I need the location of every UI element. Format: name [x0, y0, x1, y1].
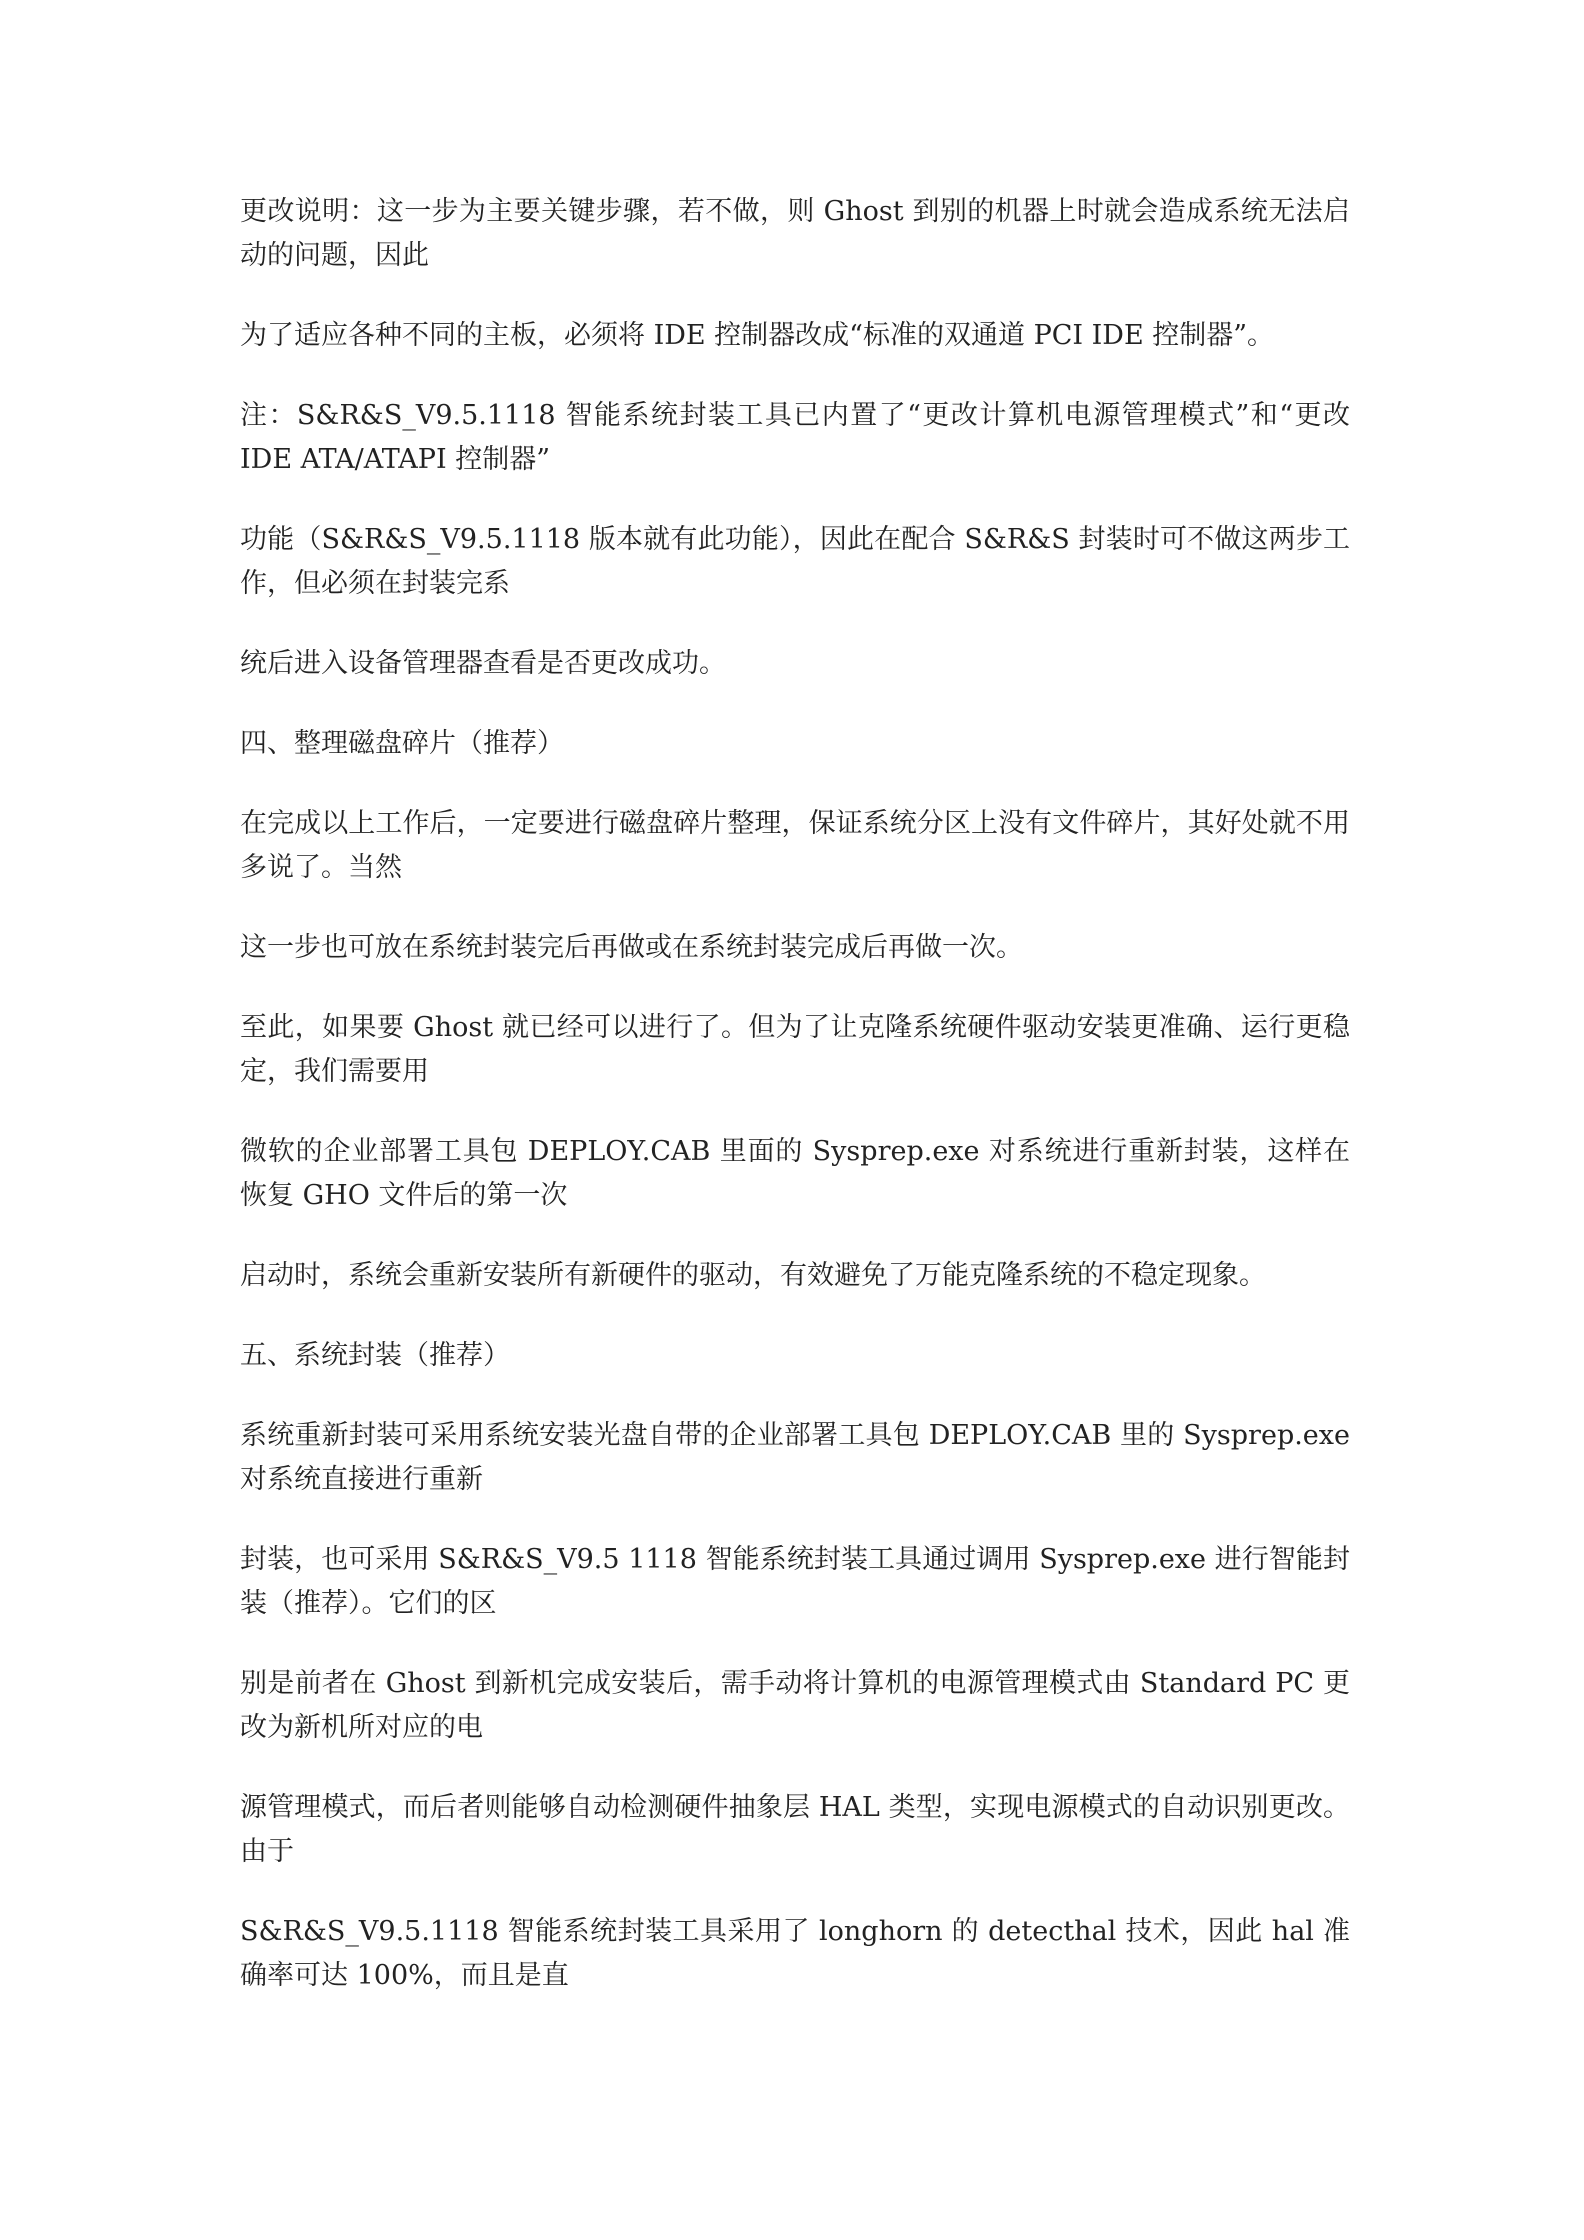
- paragraph-note-tool: 注：S&R&S_V9.5.1118 智能系统封装工具已内置了“更改计算机电源管理模式”和“更改 IDE ATA/ATAPI 控制器”: [240, 400, 1350, 475]
- paragraph-hal-detect: 源管理模式，而后者则能够自动检测硬件抽象层 HAL 类型，实现电源模式的自动识别更改。由于: [240, 1792, 1350, 1867]
- section-heading-sealing: 五、系统封装（推荐）: [240, 1340, 510, 1371]
- paragraph-change-note: 更改说明：这一步为主要关键步骤，若不做，则 Ghost 到别的机器上时就会造成系统无法启动的问题，因此: [240, 196, 1350, 271]
- paragraph-ide-controller: 为了适应各种不同的主板，必须将 IDE 控制器改成“标准的双通道 PCI IDE 控制器”。: [240, 320, 1275, 351]
- paragraph-ghost-ready: 至此，如果要 Ghost 就已经可以进行了。但为了让克隆系统硬件驱动安装更准确、运行更稳定，我们需要用: [240, 1012, 1350, 1087]
- paragraph-defrag: 在完成以上工作后，一定要进行磁盘碎片整理，保证系统分区上没有文件碎片，其好处就不用多说了。当然: [240, 808, 1350, 883]
- paragraph-smart-sealing: 封装，也可采用 S&R&S_V9.5 1118 智能系统封装工具通过调用 Sysprep.exe 进行智能封装（推荐）。它们的区: [240, 1544, 1350, 1619]
- paragraph-first-boot: 启动时，系统会重新安装所有新硬件的驱动，有效避免了万能克隆系统的不稳定现象。: [240, 1260, 1266, 1291]
- paragraph-difference: 别是前者在 Ghost 到新机完成安装后，需手动将计算机的电源管理模式由 Standard PC 更改为新机所对应的电: [240, 1668, 1350, 1743]
- paragraph-resealing: 系统重新封装可采用系统安装光盘自带的企业部署工具包 DEPLOY.CAB 里的 Sysprep.exe 对系统直接进行重新: [240, 1420, 1350, 1495]
- document-body: [240, 190, 1350, 2034]
- paragraph-defrag-later: 这一步也可放在系统封装完后再做或在系统封装完成后再做一次。: [240, 932, 1023, 963]
- paragraph-function-note: 功能（S&R&S_V9.5.1118 版本就有此功能），因此在配合 S&R&S 封装时可不做这两步工作，但必须在封装完系: [240, 524, 1350, 599]
- paragraph-sysprep: 微软的企业部署工具包 DEPLOY.CAB 里面的 Sysprep.exe 对系统进行重新封装，这样在恢复 GHO 文件后的第一次: [240, 1136, 1350, 1211]
- paragraph-device-manager: 统后进入设备管理器查看是否更改成功。: [240, 648, 726, 679]
- section-heading-defrag: 四、整理磁盘碎片（推荐）: [240, 728, 564, 759]
- paragraph-detecthal: S&R&S_V9.5.1118 智能系统封装工具采用了 longhorn 的 detecthal 技术，因此 hal 准确率可达 100%，而且是直: [240, 1916, 1350, 1991]
